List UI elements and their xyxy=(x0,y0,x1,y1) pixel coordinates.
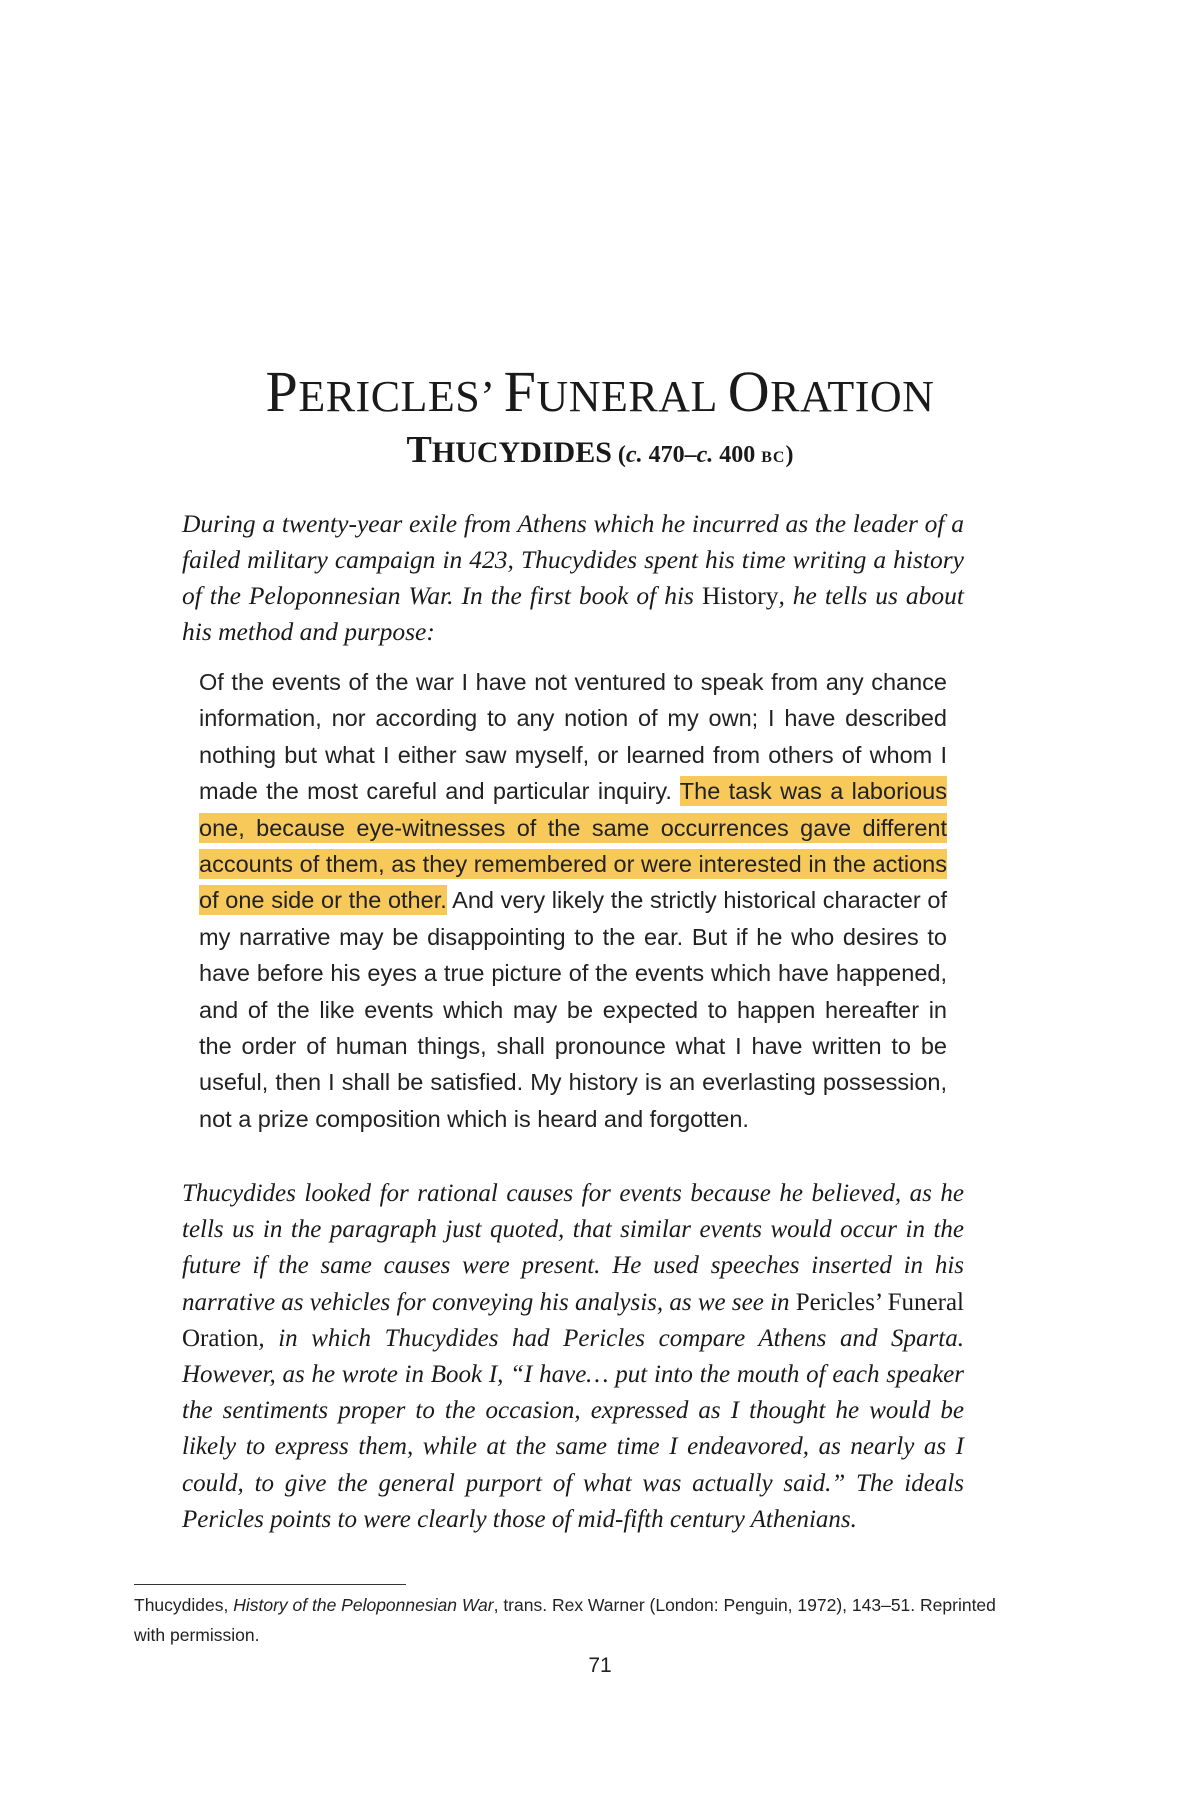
quote-text-before: Of the events of the war I have not ventured to speak from any chance information, nor according to any notion of my own; I have described nothing but what I either saw myself, or learned from others of whom I made the most careful and particular inquiry. xyxy=(199,669,947,805)
dates-close: ) xyxy=(785,442,794,468)
title-rest-3: RATION xyxy=(770,372,935,421)
dates-start: 470– xyxy=(642,442,697,468)
footnote-author: Thucydides, xyxy=(134,1595,234,1615)
title-initial-2: F xyxy=(503,359,537,424)
title-rest-1: ERICLES’ xyxy=(298,372,504,421)
commentary-oration-title: Pericles’ Funeral Oration xyxy=(182,1288,965,1352)
intro-text-1: During a twenty-year exile from Athens which he incurred as the leader of a failed military campaign in 423, Thucydides spent his time writing a history of the Peloponnesian War. In the first book of his xyxy=(182,509,964,610)
author-rest: HUCYDIDES xyxy=(431,436,612,469)
quote-text-after: And very likely the strictly historical character of my narrative may be disappointing to the ear. But if he who desires to have before his eyes a true picture of the events which have happened, and of the like events which may be expected to happen hereafter in the order of human things, shall pronounce what I have written to be useful, then I shall be satisfied. My history is an everlasting possession, not a prize composition which is heard and forgotten. xyxy=(199,887,947,1132)
intro-text-2: , he tells us about his method and purpose: xyxy=(182,581,964,646)
footnote-work-title: History of the Peloponnesian War xyxy=(233,1595,494,1615)
circa-2: c. xyxy=(696,442,714,468)
author-initial: T xyxy=(406,429,432,471)
title-initial-1: P xyxy=(265,359,299,424)
commentary-text-2: , in which Thucydides had Pericles compare Athens and Sparta. However, as he wrote in Book I, “I have… put into the mouth of each speaker the sentiments proper to the occasion, expressed as I thought he would be likely to express them, while at the same time I endeavored, as nearly as I could, to give the general purport of what was actually said.” The ideals Pericles points to were clearly those of mid-fifth century Athenians. xyxy=(182,1324,964,1533)
author-subtitle xyxy=(0,428,1200,480)
intro-work-title: History xyxy=(701,581,779,610)
page-title xyxy=(0,359,1200,427)
footnote-divider xyxy=(134,1584,406,1585)
author-dates xyxy=(612,442,794,468)
commentary-paragraph xyxy=(182,1176,964,1538)
title-rest-2: UNERAL xyxy=(536,372,728,421)
intro-paragraph xyxy=(182,506,964,650)
dates-open: ( xyxy=(611,442,626,468)
footnote-citation: , trans. Rex Warner (London: Penguin, 1972), 143–51. Reprinted with permission. xyxy=(134,1595,996,1645)
block-quote xyxy=(199,664,947,1137)
title-initial-3: O xyxy=(727,359,771,424)
circa-1: c. xyxy=(625,442,643,468)
commentary-text-1: Thucydides looked for rational causes for events because he believed, as he tells us in the paragraph just quoted, that similar events would occur in the future if the same causes were present. He used speeches inserted in his narrative as vehicles for conveying his analysis, as we see in xyxy=(182,1180,964,1316)
footnote xyxy=(134,1590,1014,1650)
era-label: BC xyxy=(761,449,786,466)
highlighted-text[interactable]: The task was a laborious one, because eye-witnesses of the same occurrences gave different accounts of them, as they remembered or were interested in the actions of one side or the other. xyxy=(199,778,948,914)
page-number: 71 xyxy=(588,1654,612,1677)
dates-end: 400 xyxy=(713,442,762,468)
